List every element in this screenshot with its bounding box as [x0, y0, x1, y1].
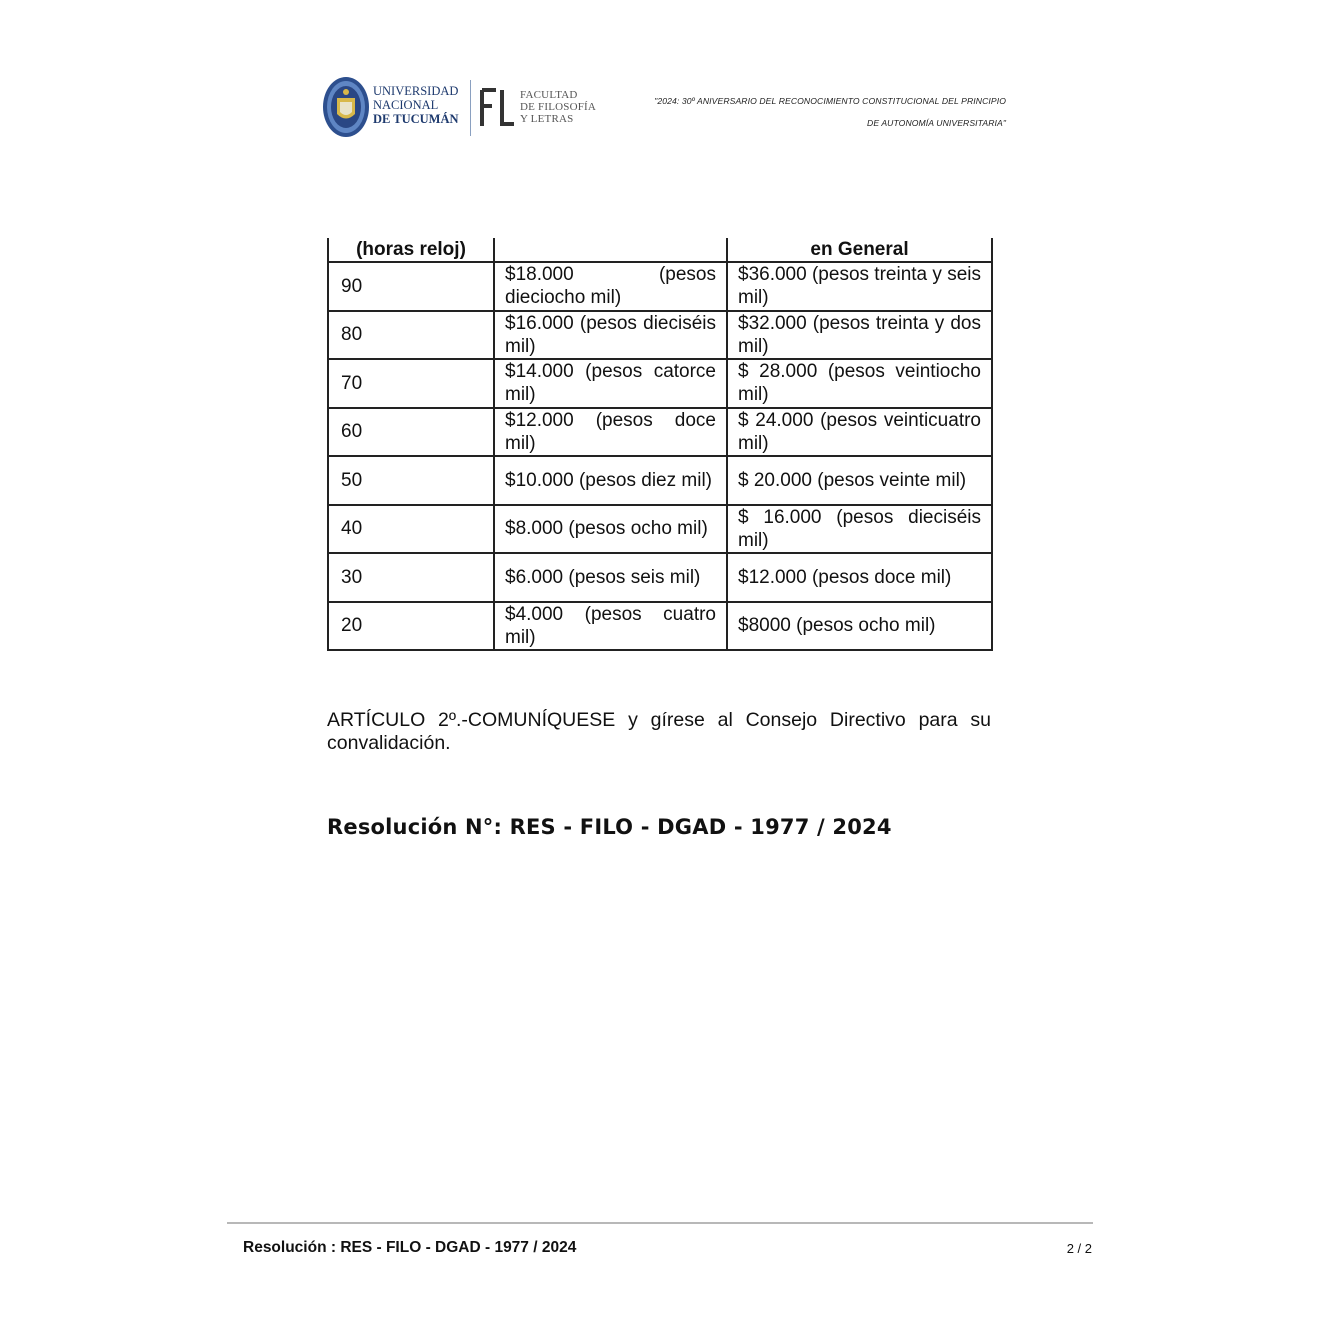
page-number: 2 / 2	[1066, 1241, 1092, 1256]
table-row	[328, 553, 992, 602]
table-header-row	[328, 238, 992, 262]
hours-cell: 20	[328, 602, 494, 651]
hours-cell: 70	[328, 359, 494, 408]
general-amount-cell: $ 24.000 (pesos veinticuatro mil)	[727, 408, 992, 457]
faculty-name	[520, 89, 596, 125]
university-line3: DE TUCUMÁN	[373, 112, 459, 126]
table-row	[328, 505, 992, 554]
table-row	[328, 311, 992, 360]
table-row	[328, 408, 992, 457]
hours-cell: 40	[328, 505, 494, 554]
footer-resolution: Resolución : RES - FILO - DGAD - 1977 / 2024	[243, 1239, 577, 1256]
table-row	[328, 602, 992, 651]
hours-cell: 30	[328, 553, 494, 602]
anniversary-motto	[586, 90, 1006, 134]
amount-cell: $12.000 (pesos doce mil)	[494, 408, 727, 457]
general-amount-cell: $ 28.000 (pesos veintiocho mil)	[727, 359, 992, 408]
articulo-2: ARTÍCULO 2º.-COMUNÍQUESE y gírese al Consejo Directivo para su convalidación.	[327, 709, 991, 754]
amount-cell: $6.000 (pesos seis mil)	[494, 553, 727, 602]
amount-cell: $8.000 (pesos ocho mil)	[494, 505, 727, 554]
logo-divider	[470, 80, 471, 136]
amount-cell: $16.000 (pesos dieciséis mil)	[494, 311, 727, 360]
resolution-number: Resolución N°: RES - FILO - DGAD - 1977 / 2024	[327, 815, 892, 839]
hours-cell: 80	[328, 311, 494, 360]
motto-line2: DE AUTONOMÍA UNIVERSITARIA"	[867, 118, 1006, 128]
hours-cell: 50	[328, 456, 494, 505]
faculty-line1: FACULTAD	[520, 89, 578, 101]
footer-divider	[227, 1222, 1093, 1224]
amount-cell: $14.000 (pesos catorce mil)	[494, 359, 727, 408]
general-amount-cell: $12.000 (pesos doce mil)	[727, 553, 992, 602]
general-amount-cell: $8000 (pesos ocho mil)	[727, 602, 992, 651]
university-seal-icon	[322, 76, 370, 138]
hours-cell: 90	[328, 262, 494, 311]
hours-cell: 60	[328, 408, 494, 457]
general-amount-cell: $36.000 (pesos treinta y seis mil)	[727, 262, 992, 311]
motto-line1: "2024: 30º ANIVERSARIO DEL RECONOCIMIENTO CONSTITUCIONAL DEL PRINCIPIO	[654, 96, 1006, 106]
table-row	[328, 359, 992, 408]
amount-cell: $18.000 (pesos dieciocho mil)	[494, 262, 727, 311]
general-amount-cell: $32.000 (pesos treinta y dos mil)	[727, 311, 992, 360]
amount-cell: $4.000 (pesos cuatro mil)	[494, 602, 727, 651]
faculty-line3: Y LETRAS	[520, 113, 574, 125]
header-hours: (horas reloj)	[328, 238, 494, 262]
faculty-line2: DE FILOSOFÍA	[520, 101, 597, 113]
svg-text:FL: FL	[498, 128, 501, 130]
amount-cell: $10.000 (pesos diez mil)	[494, 456, 727, 505]
general-amount-cell: $ 16.000 (pesos dieciséis mil)	[727, 505, 992, 554]
fees-table	[327, 238, 993, 651]
header-general: en General	[727, 238, 992, 262]
general-amount-cell: $ 20.000 (pesos veinte mil)	[727, 456, 992, 505]
university-name	[373, 84, 459, 126]
university-line1: UNIVERSIDAD	[373, 84, 459, 98]
table-row	[328, 262, 992, 311]
header-col2	[494, 238, 727, 262]
faculty-logo-icon	[478, 86, 518, 130]
university-line2: NACIONAL	[373, 98, 439, 112]
table-row	[328, 456, 992, 505]
